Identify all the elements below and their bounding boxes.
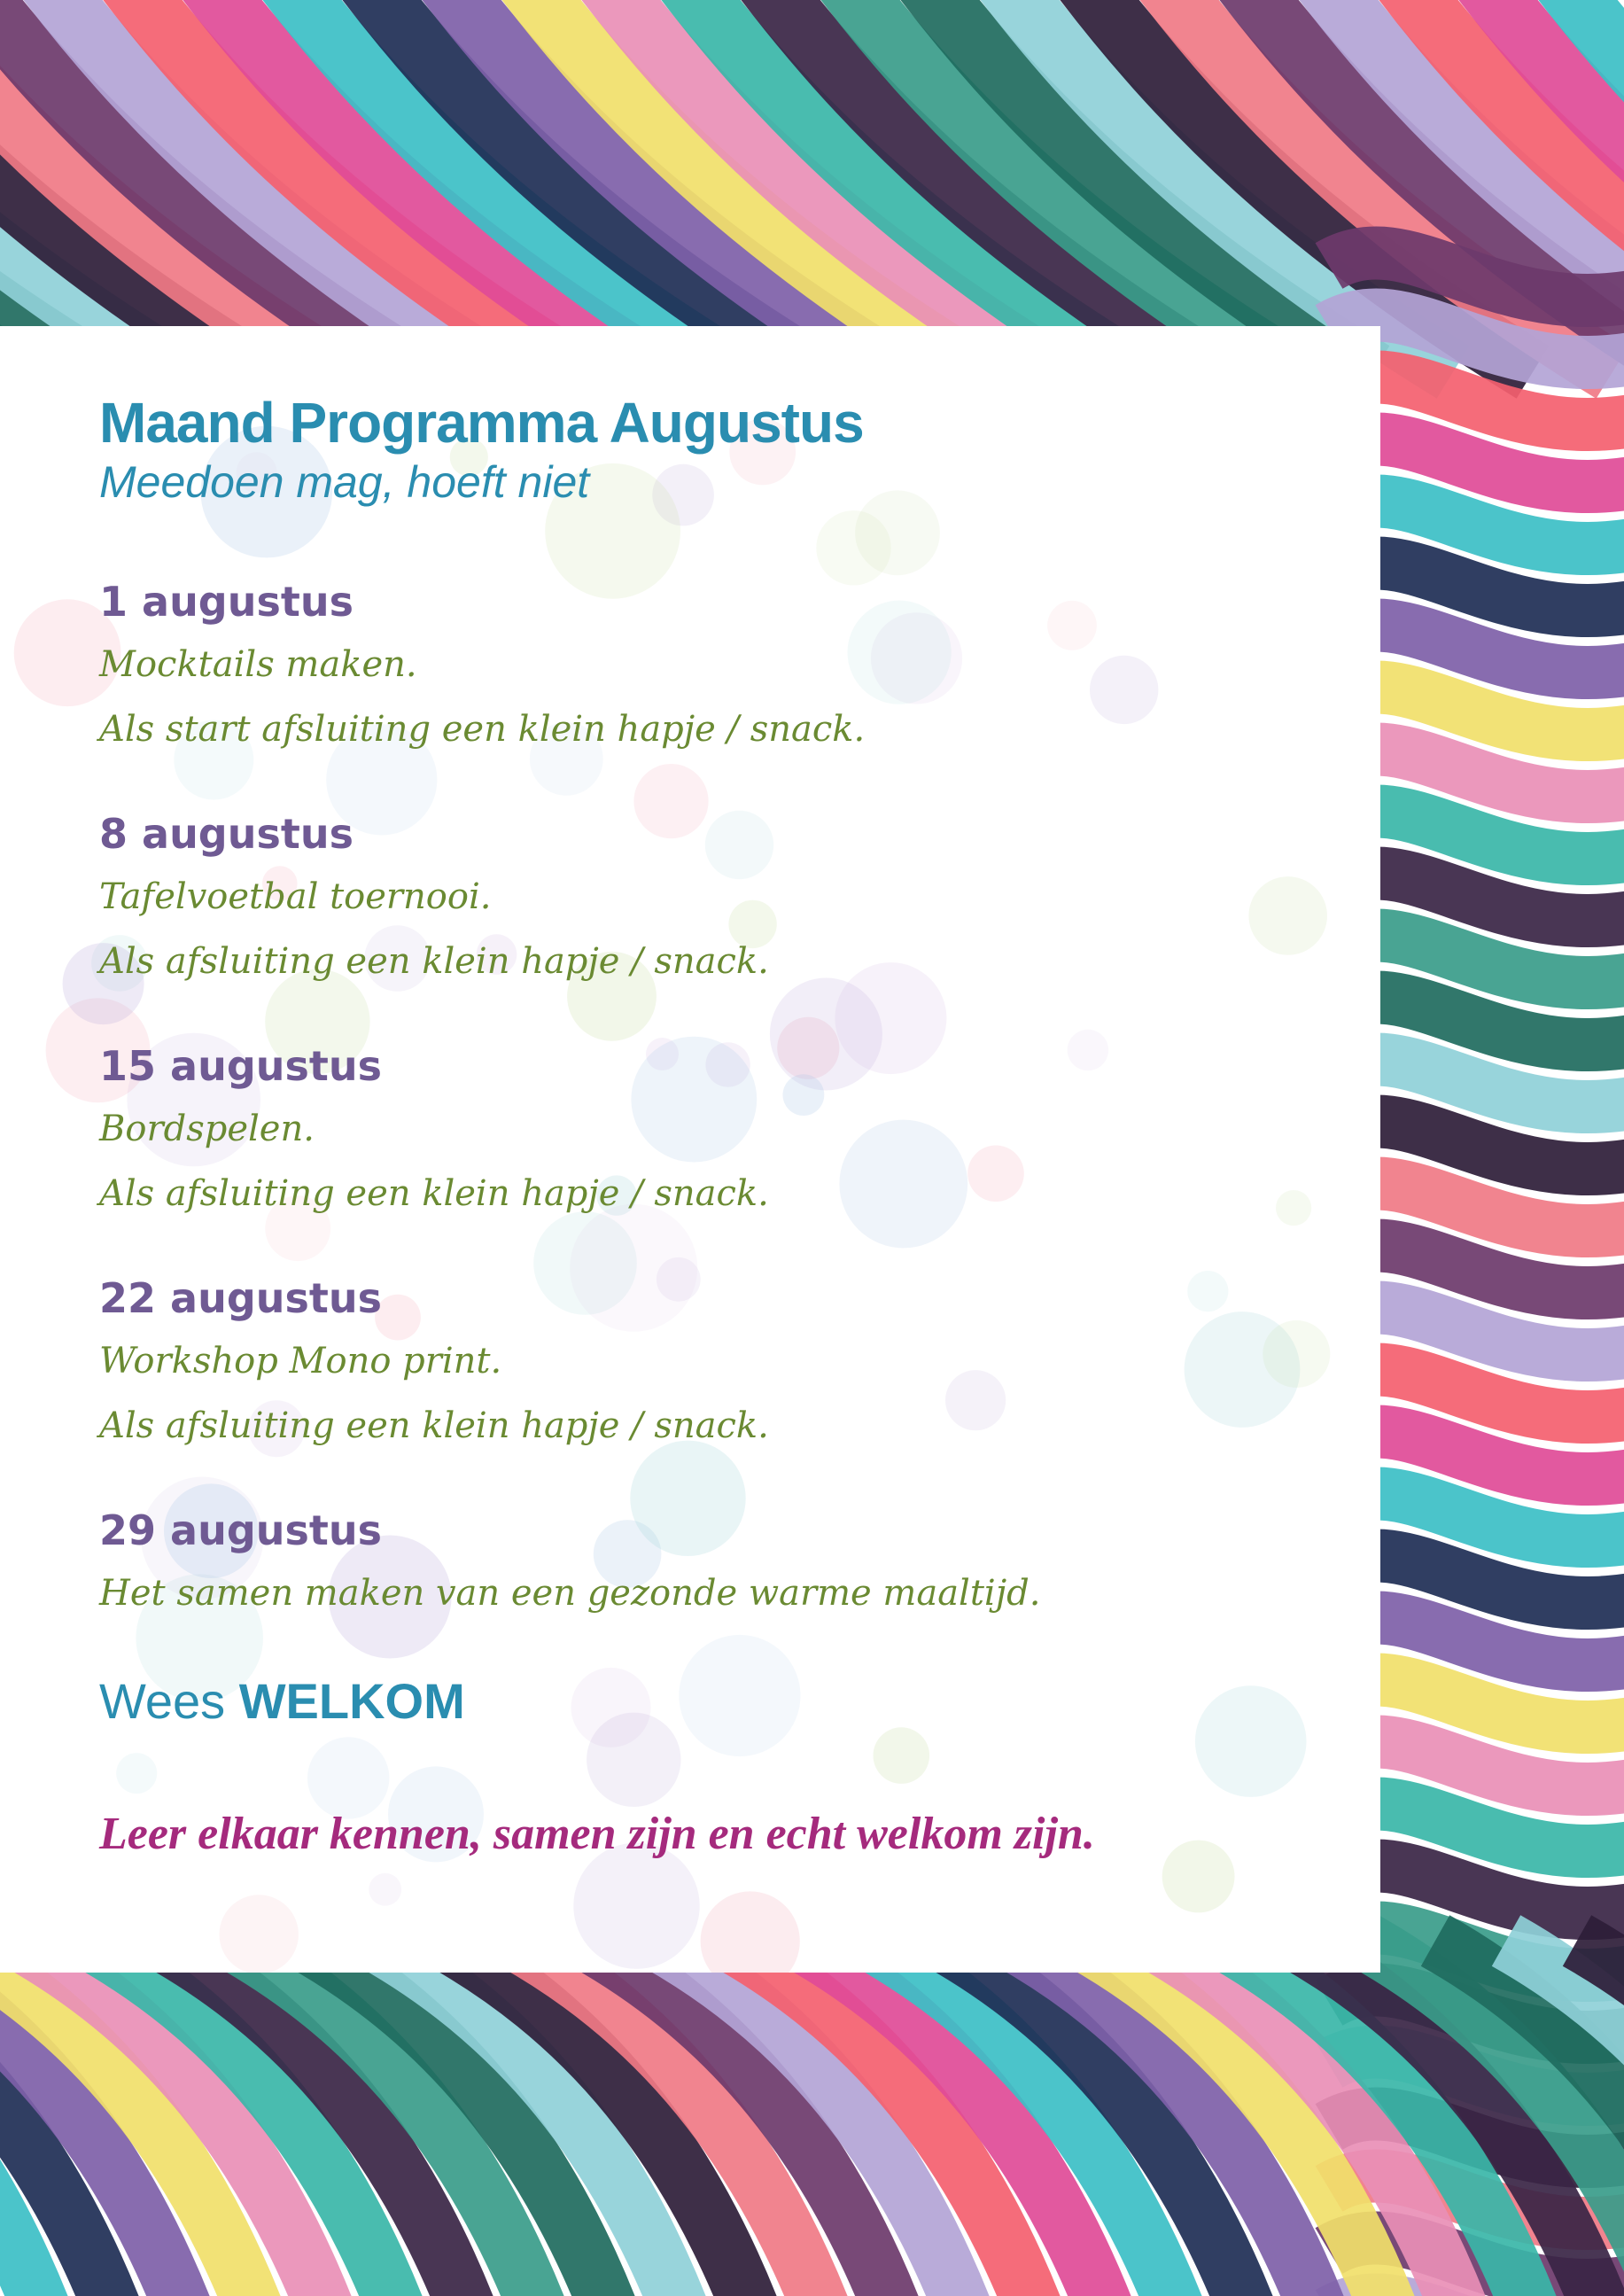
event-item xyxy=(99,1271,1322,1459)
event-date: 29 augustus xyxy=(99,1506,382,1554)
event-activity: Het samen maken van een gezonde warme maaltijd. xyxy=(99,1573,1041,1614)
event-date: 1 augustus xyxy=(99,578,354,626)
event-item xyxy=(99,806,1322,994)
event-date: 15 augustus xyxy=(99,1042,382,1090)
event-item xyxy=(99,1039,1322,1226)
page-subtitle: Meedoen mag, hoeft niet xyxy=(99,457,590,507)
welcome-emphasis: WELKOM xyxy=(238,1673,465,1729)
event-activity: Bordspelen. xyxy=(99,1109,315,1149)
event-note: Als afsluiting een klein hapje / snack. xyxy=(99,1173,769,1214)
slogan: Leer elkaar kennen, samen zijn en echt welkom zijn. xyxy=(99,1809,1095,1859)
event-item xyxy=(99,574,1322,762)
event-date: 8 augustus xyxy=(99,810,354,858)
welcome-line xyxy=(99,1670,1322,1732)
bokeh-bubble xyxy=(369,1873,401,1906)
event-activity: Workshop Mono print. xyxy=(99,1341,502,1381)
event-activity: Tafelvoetbal toernooi. xyxy=(99,876,492,917)
event-note: Als afsluiting een klein hapje / snack. xyxy=(99,1405,769,1446)
bokeh-bubble xyxy=(701,1891,800,1973)
bokeh-bubble xyxy=(220,1895,299,1973)
event-note: Als afsluiting een klein hapje / snack. xyxy=(99,941,769,982)
welcome-prefix: Wees xyxy=(99,1673,226,1729)
page-title: Maand Programma Augustus xyxy=(99,391,864,455)
event-activity: Mocktails maken. xyxy=(99,644,417,685)
event-item xyxy=(99,1503,1322,1626)
program-content xyxy=(99,390,1322,1865)
event-date: 22 augustus xyxy=(99,1274,382,1322)
program-panel xyxy=(0,326,1380,1973)
event-note: Als start afsluiting een klein hapje / snack. xyxy=(99,709,866,750)
